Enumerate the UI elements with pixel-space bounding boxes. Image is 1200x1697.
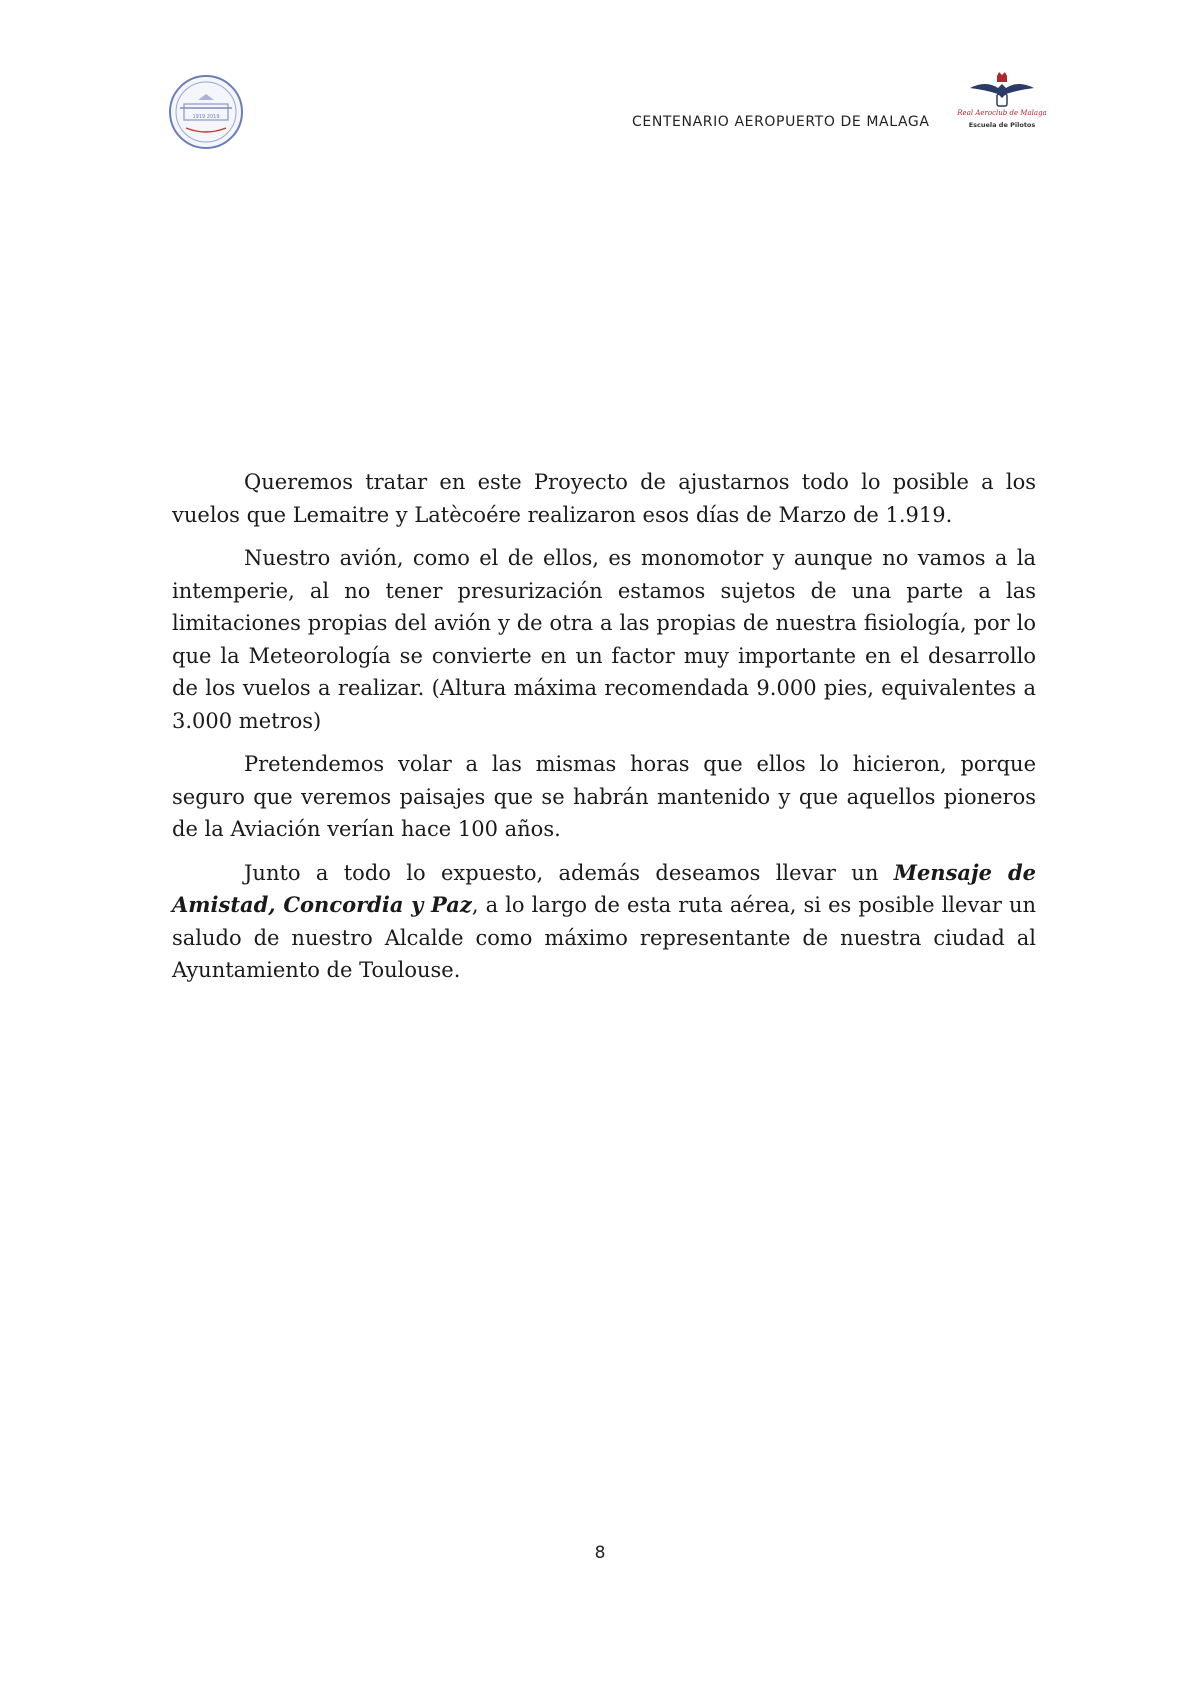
page-header [0,0,1200,150]
svg-text:Real Aeroclub de Malaga: Real Aeroclub de Malaga [957,109,1047,117]
header-title: CENTENARIO AEROPUERTO DE MALAGA [632,114,930,130]
centenary-seal-icon [168,74,244,150]
svg-text:1919 2019: 1919 2019 [192,114,220,120]
paragraph-4-intro: Junto a todo lo expuesto, además deseamos llevar un [244,860,894,885]
paragraph-4-rest: , a lo largo de esta ruta aérea, si es posible llevar un saludo de nuestro Alcalde como máximo representante de nuestra ciudad al Ayuntamiento de Toulouse. [172,893,1036,982]
friendship-message-emphasis: Mensaje de Amistad, Concordia y Paz [172,859,1036,917]
page-number: 8 [594,1543,606,1563]
paragraph-3: Pretendemos volar a las mismas horas que ellos lo hicieron, porque seguro que veremos paisajes que se habrán mantenido y que aquellos pioneros de la Aviación verían hace 100 años. [172,752,1036,841]
document-body [172,466,1036,998]
paragraph-2: Nuestro avión, como el de ellos, es monomotor y aunque no vamos a la intemperie, al no tener presurización estamos sujetos de una parte a las limitaciones propias del avión y de otra a las propias de nuestra fisiología, por lo que la Meteorología se convierte en un factor muy importante en el desarrollo de los vuelos a realizar. (Altura máxima recomendada 9.000 pies, equivalentes a 3.000 metros) [172,546,1036,733]
paragraph-4 [172,857,1036,987]
club-subtitle: Escuela de Pilotos [968,121,1036,129]
paragraph-1: Queremos tratar en este Proyecto de ajustarnos todo lo posible a los vuelos que Lemaitre y Latècoére realizaron esos días de Marzo de 1.919. [172,470,1036,527]
